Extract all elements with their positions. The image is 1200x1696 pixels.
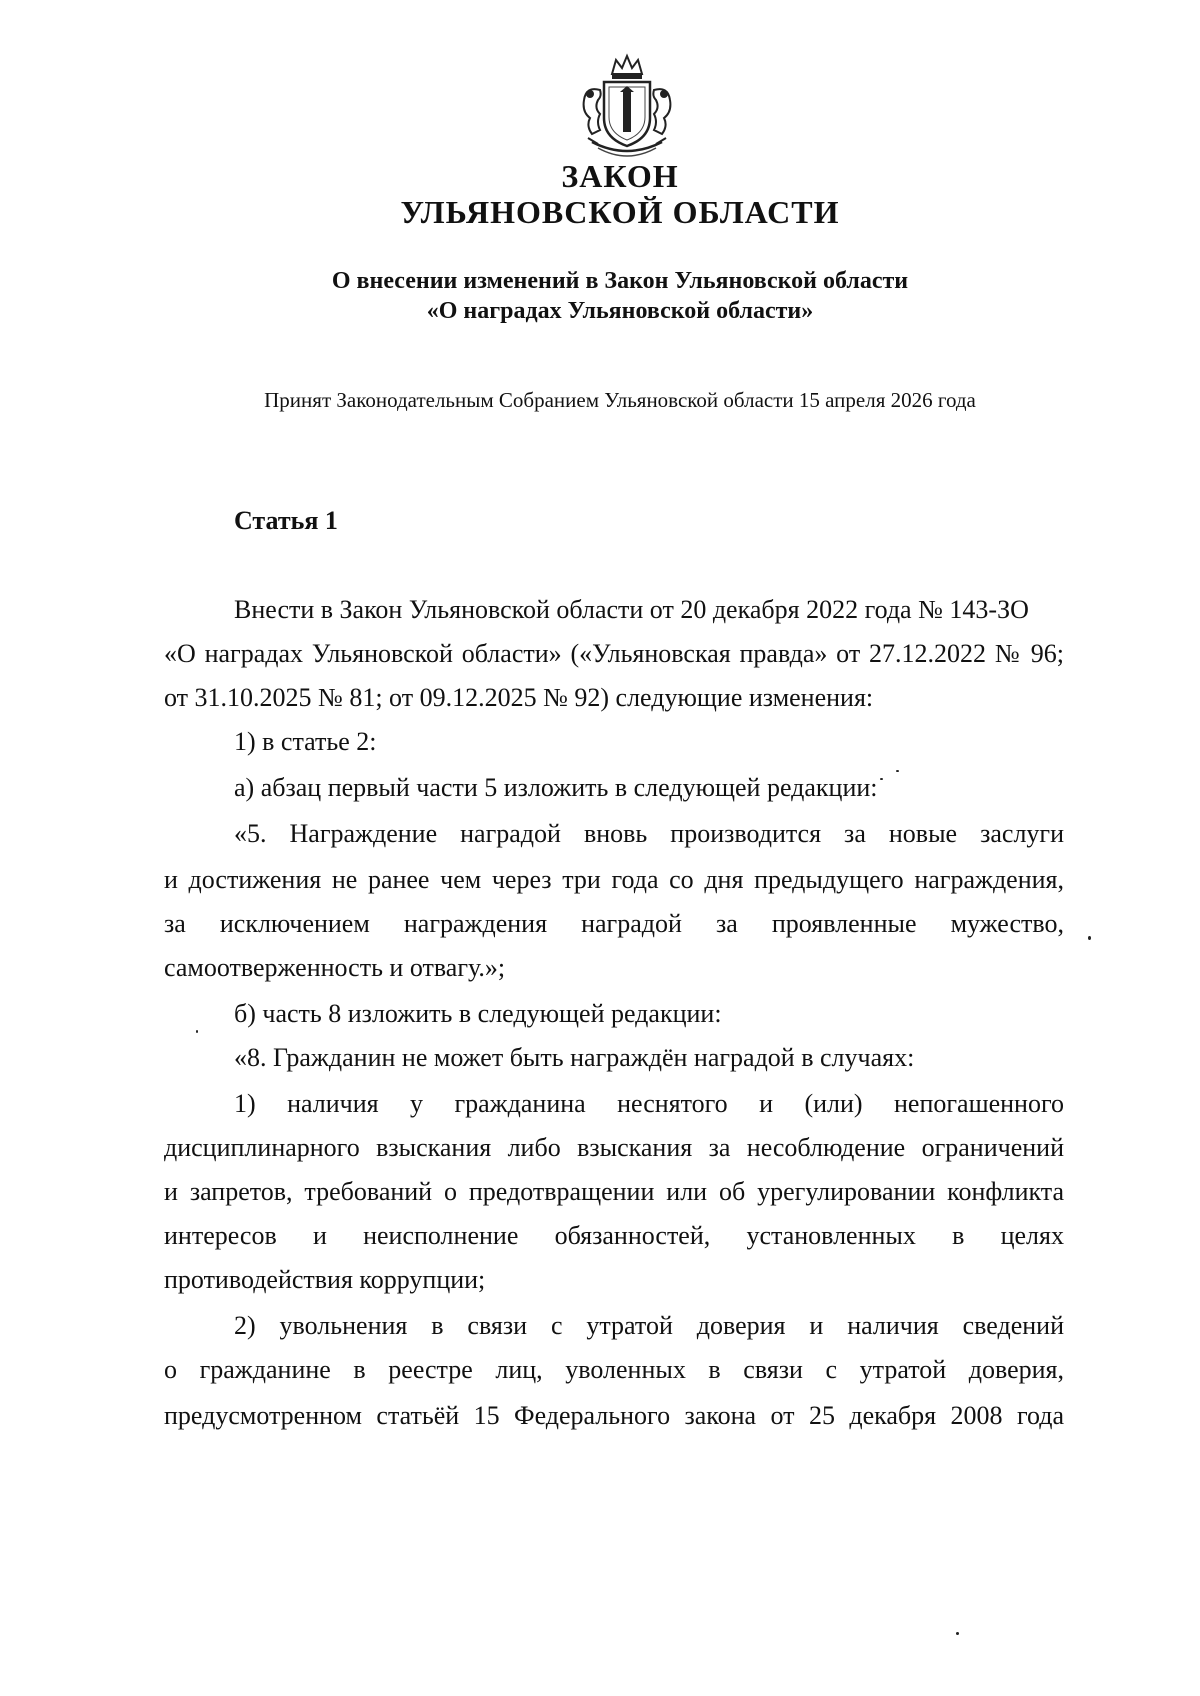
body-line: за исключением награждения наградой за проявленные мужество, — [164, 909, 1064, 938]
scan-speck — [1088, 936, 1091, 940]
body-line: и запретов, требований о предотвращении или об урегулировании конфликта — [164, 1177, 1064, 1206]
document-title-line-1: ЗАКОН — [561, 158, 679, 194]
body-line: Внести в Закон Ульяновской области от 20 декабря 2022 года № 143-ЗО — [234, 595, 1029, 624]
body-line: самоотверженность и отвагу.»; — [164, 953, 506, 982]
coat-of-arms-emblem — [574, 52, 680, 160]
body-line: 2) увольнения в связи с утратой доверия и наличия сведений — [234, 1311, 1064, 1340]
law-subject-line-1: О внесении изменений в Закон Ульяновской области — [331, 268, 909, 294]
body-line: «О наградах Ульяновской области» («Ульяновская правда» от 27.12.2022 № 96; — [164, 639, 1064, 668]
body-line: о гражданине в реестре лиц, уволенных в связи с утратой доверия, — [164, 1355, 1064, 1384]
scan-speck — [880, 778, 883, 780]
body-line: 1) в статье 2: — [234, 727, 377, 756]
body-line: а) абзац первый части 5 изложить в следующей редакции: — [234, 773, 878, 802]
body-line: дисциплинарного взыскания либо взыскания за несоблюдение ограничений — [164, 1133, 1064, 1162]
scan-speck — [956, 1632, 959, 1635]
body-line: и достижения не ранее чем через три года со дня предыдущего награждения, — [164, 865, 1064, 894]
body-line: 1) наличия у гражданина неснятого и (или) непогашенного — [234, 1089, 1064, 1118]
law-subject-line-2: «О наградах Ульяновской области» — [426, 298, 814, 324]
body-line: интересов и неисполнение обязанностей, установленных в целях — [164, 1221, 1064, 1250]
scan-speck — [196, 1030, 198, 1033]
document-title-line-2: УЛЬЯНОВСКОЙ ОБЛАСТИ — [400, 194, 840, 230]
article-heading: Статья 1 — [234, 506, 338, 535]
body-line: «5. Награждение наградой вновь производится за новые заслуги — [234, 819, 1064, 848]
body-line: от 31.10.2025 № 81; от 09.12.2025 № 92) следующие изменения: — [164, 683, 874, 712]
body-line: «8. Гражданин не может быть награждён наградой в случаях: — [234, 1043, 915, 1072]
scan-speck — [896, 770, 899, 772]
body-line: б) часть 8 изложить в следующей редакции: — [234, 999, 722, 1028]
adoption-statement: Принят Законодательным Собранием Ульяновской области 15 апреля 2026 года — [264, 388, 976, 412]
body-line: противодействия коррупции; — [164, 1265, 486, 1294]
body-line: предусмотренном статьёй 15 Федерального закона от 25 декабря 2008 года — [164, 1401, 1064, 1430]
